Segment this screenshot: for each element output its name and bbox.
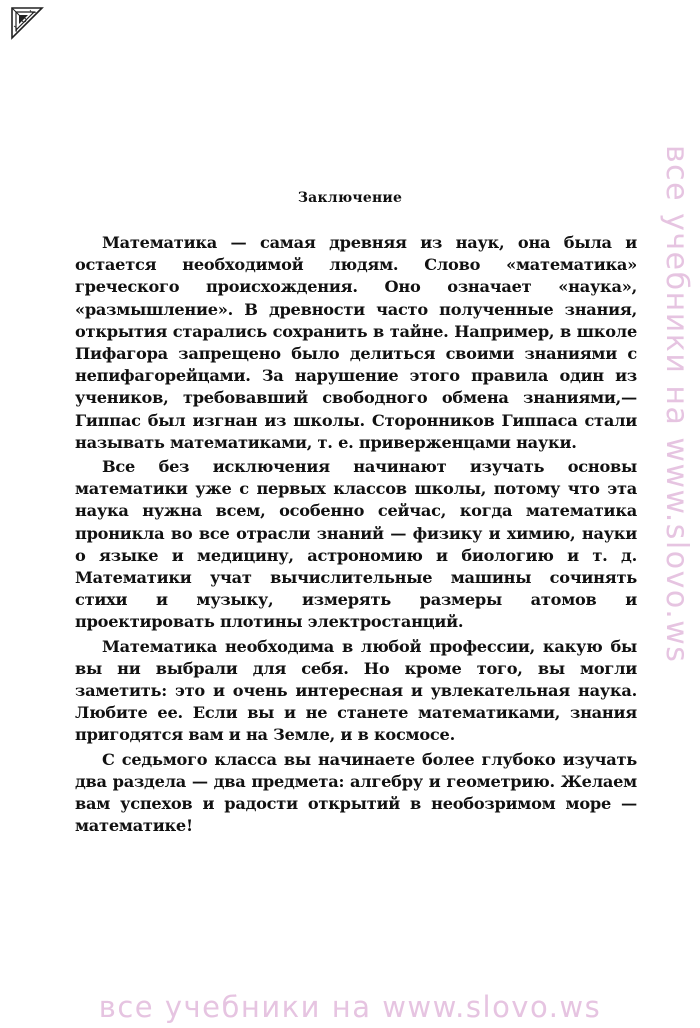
paragraph: Математика необходима в любой профессии, какую бы вы ни выбрали для себя. Но кроме того, вы могли заметить: это и очень интересная и увлекательная наука. Любите ее. Если вы и не станете математиками, знания пригодятся вам и на Земле, и в космосе. [75, 636, 637, 745]
body-text [75, 232, 637, 839]
paragraph: Математика — самая древняя из наук, она была и остается необходимой людям. Слово «математика» греческого происхождения. Оно означает «наука», «размышление». В древности часто полученные знания, открытия старались сохранить в тайне. Например, в школе Пифагора запрещено было делиться своими знаниями с непифагорейцами. За нарушение этого правила один из учеников, требовавший свободного обмена знаниями,— Гиппас был изгнан из школы. Сторонников Гиппаса стали называть математиками, т. е. приверженцами науки. [75, 233, 637, 452]
paragraph: Все без исключения начинают изучать основы математики уже с первых классов школы, потому что эта наука нужна всем, особенно сейчас, когда математика проникла во все отрасли знаний — физику и химию, науки о языке и медицину, астрономию и биологию и т. д. Математики учат вычислительные машины сочинять стихи и музыку, измерять размеры атомов и проектировать плотины электростанций. [75, 457, 637, 632]
page-title: Заключение [297, 190, 403, 206]
watermark-bottom: все учебники на www.slovo.ws [98, 990, 602, 1024]
watermark-vertical: все учебники на www.slovo.ws [659, 145, 694, 664]
paragraph: С седьмого класса вы начинаете более глубоко изучать два раздела — два предмета: алгебру и геометрию. Желаем вам успехов и радости открытий в необозримом море — математике! [75, 749, 637, 836]
corner-ornament-icon [10, 6, 44, 40]
